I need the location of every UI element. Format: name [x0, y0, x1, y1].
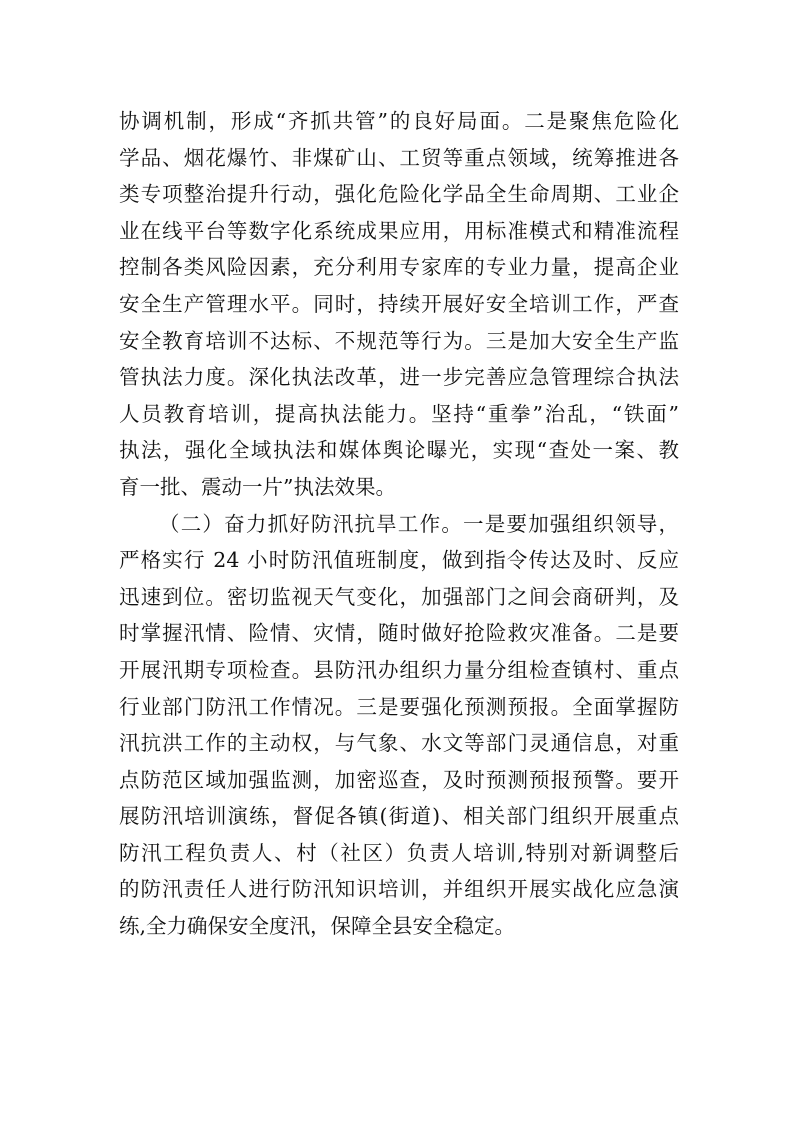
text-line: 的防汛责任人进行防汛知识培训，并组织开展实战化应急演 [119, 877, 679, 902]
text-line: 育一批、震动一片”执法效果。 [119, 474, 396, 499]
text-line: 练,全力确保安全度汛，保障全县安全稳定。 [119, 914, 516, 939]
text-line: 执法，强化全域执法和媒体舆论曝光，实现“查处一案、教 [119, 438, 679, 463]
text-line: 安全教育培训不达标、不规范等行为。三是加大安全生产监 [119, 328, 679, 353]
text-line: 点防范区域加强监测，加密巡查，及时预测预报预警。要开 [119, 767, 679, 792]
text-line: 类专项整治提升行动，强化危险化学品全生命周期、工业企 [119, 182, 679, 207]
text-line: 严格实行 24 小时防汛值班制度，做到指令传达及时、反应 [119, 548, 679, 573]
document-body [119, 103, 679, 945]
text-line: 控制各类风险因素，充分利用专家库的专业力量，提高企业 [119, 255, 679, 280]
text-line: 开展汛期专项检查。县防汛办组织力量分组检查镇村、重点 [119, 657, 679, 682]
paragraph-continuation [119, 103, 679, 506]
text-line: 协调机制，形成“齐抓共管”的良好局面。二是聚焦危险化 [119, 109, 679, 133]
text-line: 人员教育培训，提高执法能力。坚持“重拳”治乱，“铁面” [119, 401, 679, 426]
text-line: 管执法力度。深化执法改革，进一步完善应急管理综合执法 [119, 365, 679, 390]
text-line: 迅速到位。密切监视天气变化，加强部门之间会商研判，及 [119, 584, 679, 609]
paragraph-flood-control [119, 506, 679, 945]
text-line: 行业部门防汛工作情况。三是要强化预测预报。全面掌握防 [119, 694, 679, 719]
text-line: 展防汛培训演练，督促各镇(街道)、相关部门组织开展重点 [119, 804, 679, 829]
section-heading-line: （二）奋力抓好防汛抗旱工作。一是要加强组织领导， [159, 511, 679, 536]
text-line: 安全生产管理水平。同时，持续开展好安全培训工作，严查 [119, 291, 679, 316]
text-line: 汛抗洪工作的主动权，与气象、水文等部门灵通信息，对重 [119, 731, 679, 756]
text-line: 防汛工程负责人、村（社区）负责人培训,特别对新调整后 [119, 840, 679, 865]
text-line: 时掌握汛情、险情、灾情，随时做好抢险救灾准备。二是要 [119, 621, 679, 646]
text-line: 业在线平台等数字化系统成果应用，用标准模式和精准流程 [119, 218, 679, 243]
text-line: 学品、烟花爆竹、非煤矿山、工贸等重点领域，统筹推进各 [119, 145, 679, 170]
